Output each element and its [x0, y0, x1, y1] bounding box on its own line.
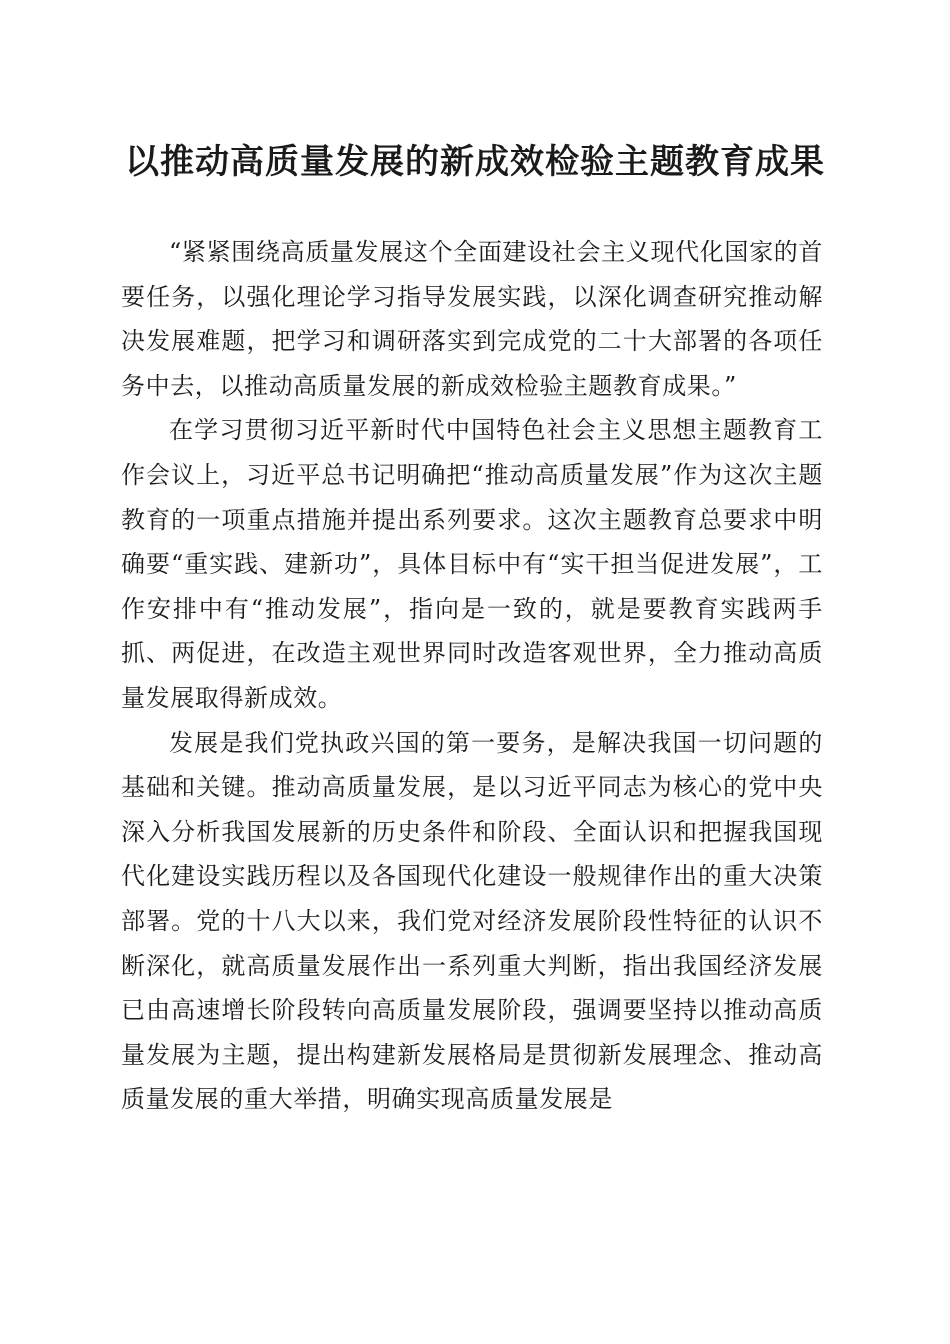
paragraph-2: 在学习贯彻习近平新时代中国特色社会主义思想主题教育工作会议上，习近平总书记明确把“推动高质量发展”作为这次主题教育的一项重点措施并提出系列要求。这次主题教育总要求中明确要“重实践、建新功”，具体目标中有“实干担当促进发展”，工作安排中有“推动发展”，指向是一致的，就是要教育实践两手抓、两促进，在改造主观世界同时改造客观世界，全力推动高质量发展取得新成效。 [121, 416, 823, 712]
paragraph-1: “紧紧围绕高质量发展这个全面建设社会主义现代化国家的首要任务，以强化理论学习指导发展实践，以深化调查研究推动解决发展难题，把学习和调研落实到完成党的二十大部署的各项任务中去，以推动高质量发展的新成效检验主题教育成果。” [121, 238, 823, 400]
document-title: 以推动高质量发展的新成效检验主题教育成果 [125, 142, 825, 182]
document-body [121, 230, 823, 1122]
paragraph-3: 发展是我们党执政兴国的第一要务，是解决我国一切问题的基础和关键。推动高质量发展，是以习近平同志为核心的党中央深入分析我国发展新的历史条件和阶段、全面认识和把握我国现代化建设实践历程以及各国现代化建设一般规律作出的重大决策部署。党的十八大以来，我们党对经济发展阶段性特征的认识不断深化，就高质量发展作出一系列重大判断，指出我国经济发展已由高速增长阶段转向高质量发展阶段，强调要坚持以推动高质量发展为主题，提出构建新发展格局是贯彻新发展理念、推动高质量发展的重大举措，明确实现高质量发展是 [121, 728, 823, 1114]
